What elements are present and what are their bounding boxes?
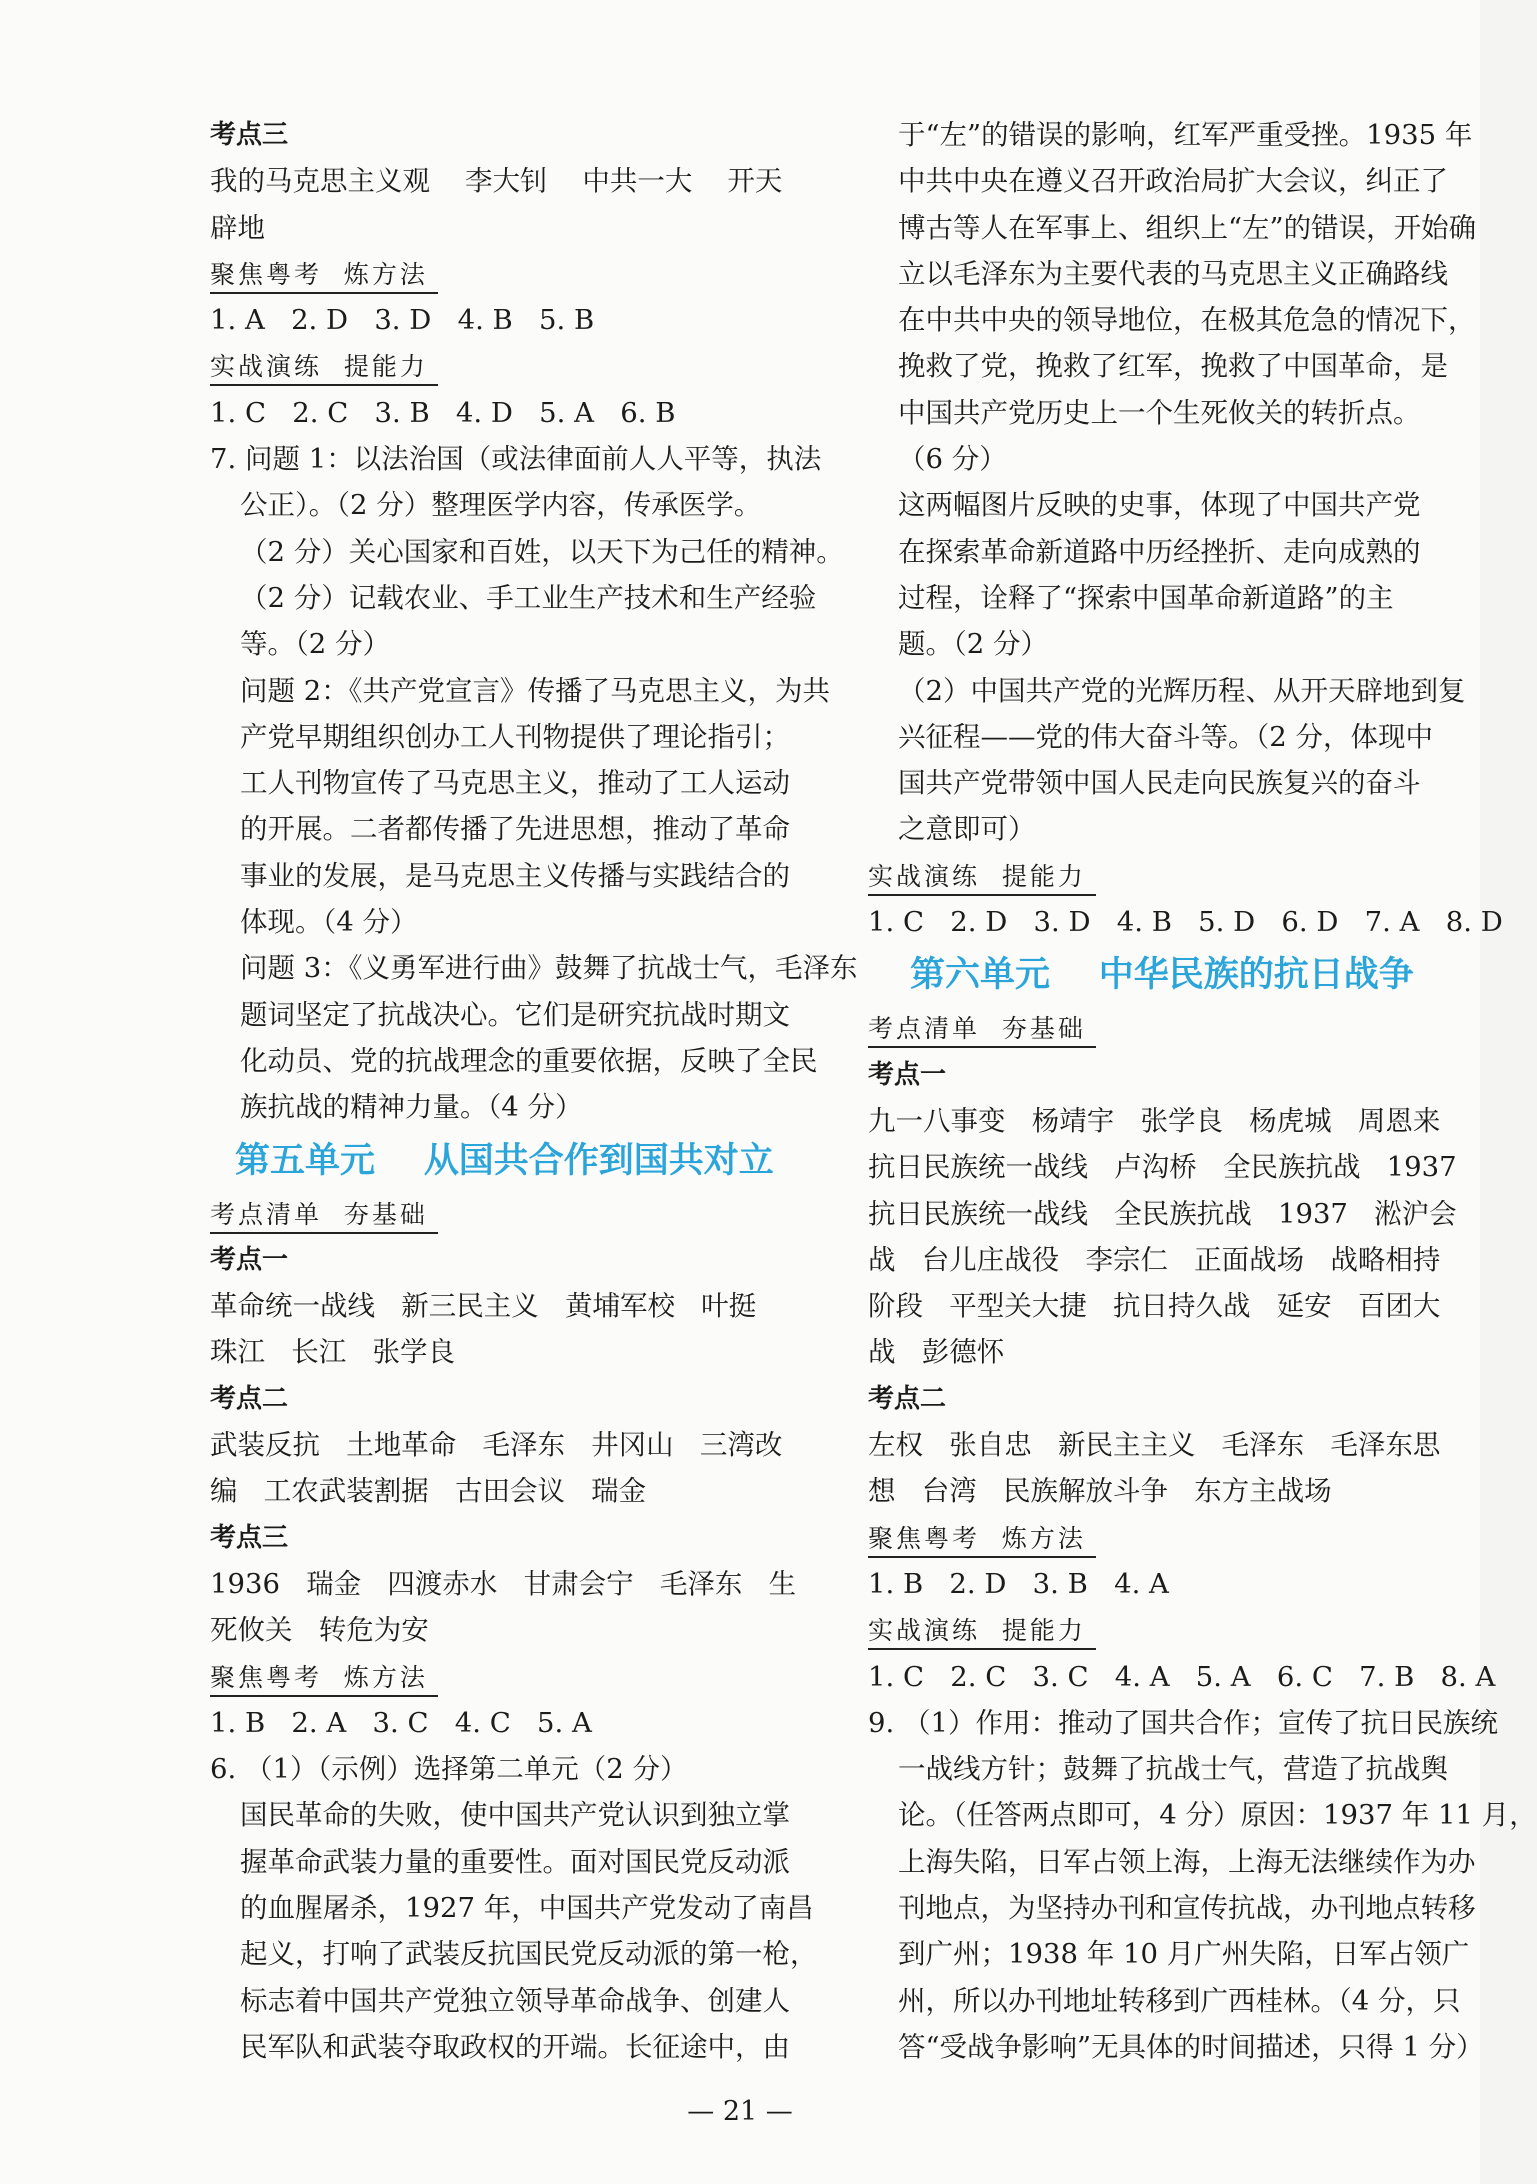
section-heading-row	[210, 343, 800, 389]
text-line: 公正）。（2 分）整理医学内容，传承医学。	[240, 489, 762, 522]
section-heading: 考点清单 夯基础	[868, 1012, 1096, 1048]
text-line: 阶段 平型关大捷 抗日持久战 延安 百团大	[868, 1290, 1441, 1323]
text-line: 题词坚定了抗战决心。它们是研究抗战时期文	[240, 998, 790, 1031]
left-column	[210, 112, 858, 2070]
section-heading-row	[210, 251, 800, 297]
text-line: 辟地	[210, 211, 265, 244]
text-line: 答“受战争影响”无具体的时间描述，只得 1 分）	[898, 2030, 1484, 2063]
section-heading: 聚焦粤考 炼方法	[210, 1661, 438, 1697]
text-line: 战 台儿庄战役 李宗仁 正面战场 战略相持	[868, 1243, 1441, 1276]
exam-point-heading: 考点一	[868, 1059, 947, 1090]
text-line: 1936 瑞金 四渡赤水 甘肃会宁 毛泽东 生	[210, 1567, 797, 1600]
text-line: 之意即可）	[898, 813, 1036, 846]
text-line: 7. 问题 1：以法治国（或法律面前人人平等，执法	[210, 443, 822, 476]
text-line: 标志着中国共产党独立领导革命战争、创建人	[240, 1984, 790, 2017]
text-line: 民军队和武装夺取政权的开端。长征途中，由	[240, 2030, 790, 2063]
text-line: 珠江 长江 张学良	[210, 1336, 455, 1369]
text-line: 握革命武装力量的重要性。面对国民党反动派	[240, 1845, 790, 1878]
text-line: 我的马克思主义观 李大钊 中共一大 开天	[210, 165, 783, 198]
text-line: 9. （1）作用：推动了国共合作；宣传了抗日民族统	[868, 1706, 1498, 1739]
text-line: 抗日民族统一战线 卢沟桥 全民族抗战 1937	[868, 1151, 1457, 1184]
exam-point-heading: 考点一	[210, 1244, 289, 1275]
section-heading: 实战演练 提能力	[210, 350, 438, 386]
text-line: 战 彭德怀	[868, 1336, 1005, 1369]
text-line: 九一八事变 杨靖宇 张学良 杨虎城 周恩来	[868, 1104, 1441, 1137]
text-line: 州，所以办刊地址转移到广西桂林。（4 分，只	[898, 1984, 1461, 2017]
section-heading-row	[868, 1515, 1460, 1561]
section-heading: 实战演练 提能力	[868, 860, 1096, 896]
text-line: 上海失陷，日军占领上海，上海无法继续作为办	[898, 1845, 1476, 1878]
right-column	[868, 112, 1537, 2070]
section-heading-row	[868, 1607, 1460, 1653]
text-line: 挽救了党，挽救了红军，挽救了中国革命，是	[898, 350, 1448, 383]
text-line: 武装反抗 土地革命 毛泽东 井冈山 三湾改	[210, 1429, 783, 1462]
exam-point-heading: 考点三	[210, 120, 289, 150]
text-line: 一战线方针；鼓舞了抗战士气，营造了抗战舆	[898, 1753, 1448, 1786]
text-line: （2 分）关心国家和百姓，以天下为己任的精神。	[240, 535, 844, 568]
text-line: 想 台湾 民族解放斗争 东方主战场	[868, 1475, 1332, 1508]
text-line: 6. （1）（示例）选择第二单元（2 分）	[210, 1753, 688, 1786]
section-heading-row	[868, 853, 1460, 899]
text-line: （2 分）记载农业、手工业生产技术和生产经验	[240, 581, 817, 614]
text-line: 于“左”的错误的影响，红军严重受挫。1935 年	[898, 119, 1473, 151]
text-line: 到广州；1938 年 10 月广州失陷，日军占领广	[898, 1938, 1470, 1971]
text-line: 博古等人在军事上、组织上“左”的错误，开始确	[898, 211, 1477, 244]
text-line: 工人刊物宣传了马克思主义，推动了工人运动	[240, 767, 790, 800]
section-heading-row	[210, 1654, 800, 1700]
text-line: 这两幅图片反映的史事，体现了中国共产党	[898, 489, 1421, 522]
text-line: 起义，打响了武装反抗国民党反动派的第一枪，	[240, 1938, 818, 1971]
exam-point-heading: 考点三	[210, 1522, 289, 1553]
text-line: （6 分）	[898, 443, 1007, 476]
text-line: 兴征程——党的伟大奋斗等。（2 分，体现中	[898, 720, 1433, 753]
text-line: 抗日民族统一战线 全民族抗战 1937 淞沪会	[868, 1197, 1457, 1230]
page-number: — 21 —	[687, 2096, 793, 2127]
section-heading-row	[868, 1005, 1460, 1051]
unit-heading: 第五单元 从国共合作到国共对立	[235, 1140, 774, 1181]
text-line: 体现。（4 分）	[240, 906, 418, 939]
text-line: 左权 张自忠 新民主主义 毛泽东 毛泽东思	[868, 1429, 1441, 1462]
text-line: 论。（任答两点即可，4 分）原因：1937 年 11 月，	[898, 1799, 1537, 1832]
text-line: 1. C 2. C 3. B 4. D 5. A 6. B	[210, 396, 676, 429]
exam-point-heading: 考点二	[868, 1383, 947, 1414]
unit-heading: 第六单元 中华民族的抗日战争	[910, 955, 1414, 996]
text-line: 编 工农武装割据 古田会议 瑞金	[210, 1475, 647, 1508]
section-heading: 聚焦粤考 炼方法	[210, 258, 438, 294]
text-line: 死攸关 转危为安	[210, 1614, 429, 1647]
text-line: 刊地点，为坚持办刊和宣传抗战，办刊地点转移	[898, 1891, 1476, 1924]
text-line: 中共中央在遵义召开政治局扩大会议，纠正了	[898, 165, 1448, 198]
text-line: 产党早期组织创办工人刊物提供了理论指引；	[240, 720, 790, 753]
text-line: 国共产党带领中国人民走向民族复兴的奋斗	[898, 767, 1421, 800]
text-line: 的开展。二者都传播了先进思想，推动了革命	[240, 813, 790, 846]
text-line: 在探索革命新道路中历经挫折、走向成熟的	[898, 535, 1421, 568]
text-line: 1. B 2. A 3. C 4. C 5. A	[210, 1706, 592, 1739]
text-line: 1. B 2. D 3. B 4. A	[868, 1567, 1169, 1600]
text-line: 的血腥屠杀，1927 年，中国共产党发动了南昌	[240, 1891, 814, 1924]
text-line: 在中共中央的领导地位，在极其危急的情况下，	[898, 304, 1476, 337]
text-line: 1. C 2. C 3. C 4. A 5. A 6. C 7. B 8. A	[868, 1660, 1496, 1693]
text-line: 中国共产党历史上一个生死攸关的转折点。	[898, 396, 1421, 429]
text-line: 问题 3：《义勇军进行曲》鼓舞了抗战士气，毛泽东	[240, 952, 858, 985]
text-line: 过程，诠释了“探索中国革命新道路”的主	[898, 581, 1394, 614]
text-line: 事业的发展，是马克思主义传播与实践结合的	[240, 859, 790, 892]
section-heading: 考点清单 夯基础	[210, 1198, 438, 1234]
section-heading-row	[210, 1191, 800, 1237]
text-line: 族抗战的精神力量。（4 分）	[240, 1091, 583, 1124]
text-line: 1. C 2. D 3. D 4. B 5. D 6. D 7. A 8. D	[868, 906, 1503, 939]
text-line: 题。（2 分）	[898, 628, 1048, 661]
section-heading: 实战演练 提能力	[868, 1614, 1096, 1650]
text-line: 化动员、党的抗战理念的重要依据，反映了全民	[240, 1044, 818, 1077]
text-line: 问题 2：《共产党宣言》传播了马克思主义，为共	[240, 674, 830, 707]
text-line: 等。（2 分）	[240, 628, 390, 661]
text-line: 立以毛泽东为主要代表的马克思主义正确路线	[898, 257, 1448, 290]
text-line: 革命统一战线 新三民主义 黄埔军校 叶挺	[210, 1290, 757, 1323]
text-line: （2）中国共产党的光辉历程、从开天辟地到复	[898, 674, 1466, 707]
text-line: 1. A 2. D 3. D 4. B 5. B	[210, 304, 595, 337]
exam-point-heading: 考点二	[210, 1383, 289, 1414]
section-heading: 聚焦粤考 炼方法	[868, 1522, 1096, 1558]
text-line: 国民革命的失败，使中国共产党认识到独立掌	[240, 1799, 790, 1832]
